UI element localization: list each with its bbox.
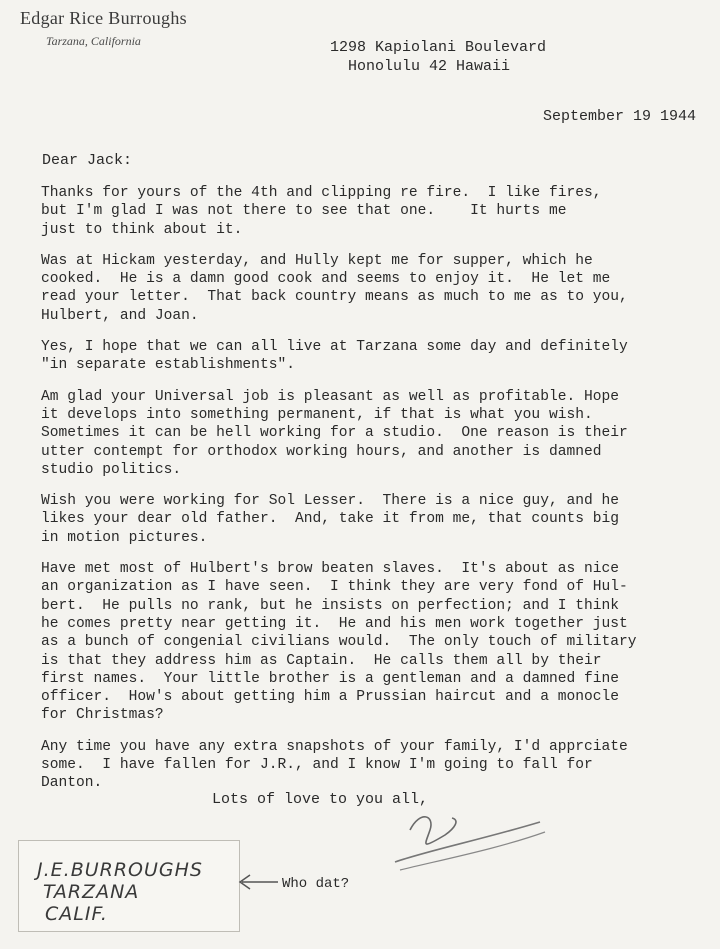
text-line: an organization as I have seen. I think they are very fond of Hul- (41, 579, 628, 596)
letterhead-place: Tarzana, California (46, 34, 141, 48)
address-line: 1298 Kapiolani Boulevard (330, 39, 547, 56)
text-line: as a bunch of congenial civilians would. The only touch of military (41, 634, 637, 651)
text-line: it develops into something permanent, if that is what you wish. (41, 406, 593, 423)
paragraph (41, 560, 720, 725)
text-line: likes your dear old father. And, take it from me, that counts big (41, 511, 620, 528)
text-line: studio politics. (41, 461, 182, 478)
stamp-line: J.E.BURROUGHS (37, 859, 203, 881)
text-line: just to think about it. (41, 221, 243, 238)
text-line: utter contempt for orthodox working hours, and another is damned (41, 443, 602, 460)
text-line: in motion pictures. (41, 529, 208, 546)
text-line: officer. How's about getting him a Prussian haircut and a monocle (41, 689, 620, 706)
signature-scribble (390, 800, 550, 880)
paragraph (41, 492, 720, 547)
arrow-left-icon (236, 872, 280, 892)
paragraph (41, 252, 720, 325)
text-line: he comes pretty near getting it. He and his men work together just (41, 615, 628, 632)
text-line: but I'm glad I was not there to see that one. It hurts me (41, 203, 567, 220)
text-line: Wish you were working for Sol Lesser. There is a nice guy, and he (41, 493, 620, 510)
address-block (330, 38, 546, 76)
salutation: Dear Jack: (42, 152, 133, 169)
text-line: Thanks for yours of the 4th and clipping re fire. I like fires, (41, 185, 602, 201)
text-line: cooked. He is a damn good cook and seems to enjoy it. He let me (41, 271, 611, 288)
letter-date: September 19 1944 (543, 108, 697, 125)
text-line: read your letter. That back country means as much to me as to you, (41, 289, 628, 306)
letter-body (41, 184, 720, 806)
text-line: Am glad your Universal job is pleasant as well as profitable. Hope (41, 388, 620, 405)
stamp-line: TARZANA (43, 881, 140, 903)
text-line: first names. Your little brother is a gentleman and a damned fine (41, 670, 620, 687)
text-line: bert. He pulls no rank, but he insists on perfection; and I think (41, 597, 620, 614)
text-line: Was at Hickam yesterday, and Hully kept me for supper, which he (41, 252, 593, 269)
paragraph (41, 738, 720, 793)
text-line: Any time you have any extra snapshots of your family, I'd apprciate (41, 738, 628, 755)
text-line: Sometimes it can be hell working for a studio. One reason is their (41, 425, 628, 442)
text-line: Danton. (41, 775, 103, 792)
text-line: is that they address him as Captain. He calls them all by their (41, 652, 602, 669)
paragraph (41, 388, 720, 479)
address-line: Honolulu 42 Hawaii (330, 58, 511, 75)
handwritten-stamp (18, 840, 240, 932)
paragraph (41, 338, 720, 375)
text-line: for Christmas? (41, 707, 164, 724)
closing: Lots of love to you all, (212, 791, 429, 808)
stamp-line: CALIF. (45, 903, 108, 925)
letterhead-name: Edgar Rice Burroughs (20, 8, 187, 28)
text-line: Hulbert, and Joan. (41, 307, 199, 324)
margin-note: Who dat? (282, 876, 350, 892)
paragraph (41, 184, 720, 239)
text-line: Yes, I hope that we can all live at Tarzana some day and definitely (41, 339, 628, 356)
text-line: "in separate establishments". (41, 357, 295, 374)
text-line: some. I have fallen for J.R., and I know I'm going to fall for (41, 757, 593, 774)
text-line: Have met most of Hulbert's brow beaten slaves. It's about as nice (41, 561, 620, 578)
